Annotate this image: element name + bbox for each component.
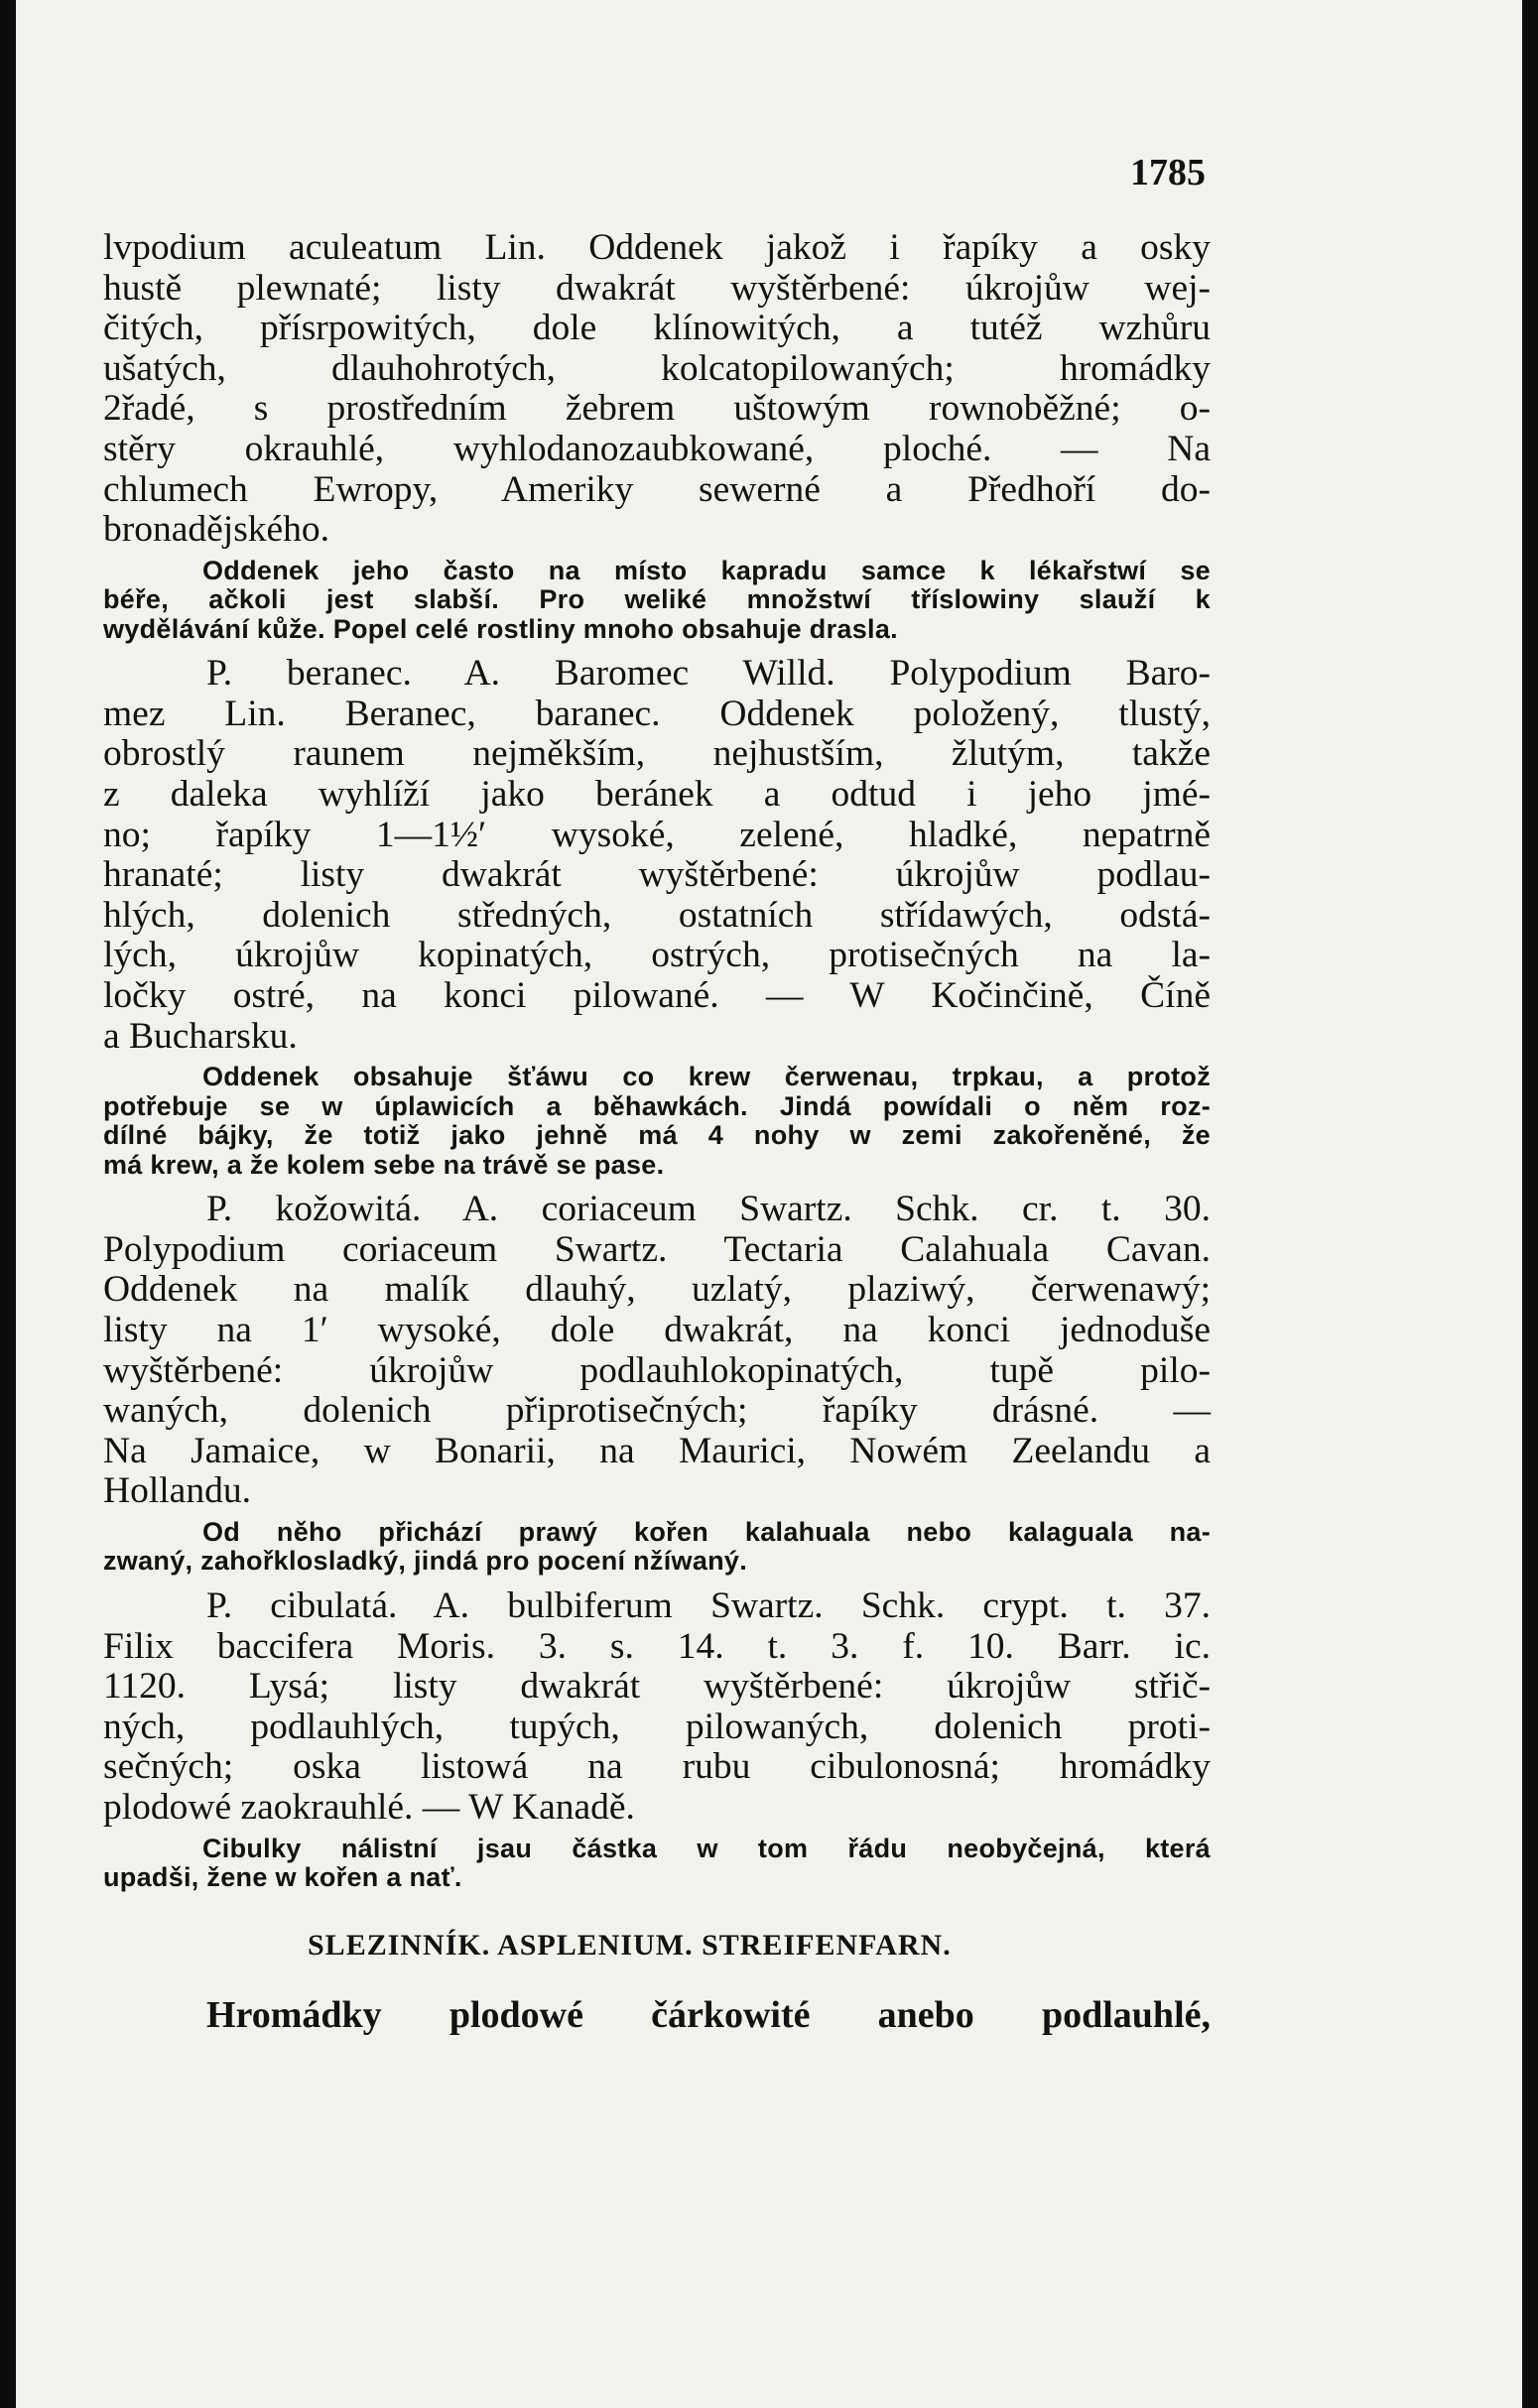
text-line: obrostlý raunem nejměkším, nejhustším, žlutým, takže — [103, 733, 1211, 775]
text-line: P. cibulatá. A. bulbiferum Swartz. Schk. crypt. t. 37. — [206, 1584, 1211, 1626]
text-line: listy na 1′ wysoké, dole dwakrát, na konci jednoduše — [103, 1309, 1211, 1350]
text-line: hustě plewnaté; listy dwakrát wyštěrbené: úkrojůw wej- — [103, 267, 1211, 309]
note-line: Od něho přichází prawý kořen kalahuala nebo kalaguala na- — [202, 1516, 1211, 1547]
text-line: ločky ostré, na konci pilowané. — W Kočinčině, Číně — [103, 975, 1211, 1016]
text-line: lvpodium aculeatum Lin. Oddenek jakož i řapíky a osky — [103, 227, 1211, 268]
text-line: Polypodium coriaceum Swartz. Tectaria Calahuala Cavan. — [103, 1228, 1211, 1270]
note-line: upadši, žene w kořen a nať. — [103, 1862, 462, 1892]
text-line: no; řapíky 1—1½′ wysoké, zelené, hladké, nepatrně — [103, 814, 1211, 855]
text-line: Oddenek na malík dlauhý, uzlatý, plaziwý, čerwenawý; — [103, 1269, 1211, 1311]
text-line: ušatých, dlauhohrotých, kolcatopilowaných; hromádky — [103, 347, 1211, 389]
note-beranec — [103, 1063, 1211, 1180]
paragraph-beranec — [103, 654, 1211, 1057]
page-body — [103, 228, 1211, 2036]
text-line: mez Lin. Beranec, baranec. Oddenek položený, tlustý, — [103, 693, 1211, 734]
note-cibulata — [103, 1835, 1211, 1893]
note-line: wydělávání kůže. Popel celé rostliny mnoho obsahuje drasla. — [103, 613, 898, 644]
note-kozowita — [103, 1518, 1211, 1577]
text-line: Na Jamaice, w Bonarii, na Maurici, Nowém Zeelandu a — [103, 1430, 1211, 1471]
text-line: Hromádky plodowé čárkowité anebo podlauhlé, — [206, 1993, 1211, 2036]
text-line: P. beranec. A. Baromec Willd. Polypodium Baro- — [206, 653, 1211, 695]
note-line: béře, ačkoli jest slabší. Pro weliké množstwí tříslowiny slauží k — [103, 584, 1211, 615]
paragraph-aculeatum — [103, 228, 1211, 551]
note-line: Cibulky nálistní jsau částka w tom řádu neobyčejná, která — [202, 1833, 1211, 1863]
text-line: hranaté; listy dwakrát wyštěrbené: úkrojůw podlau- — [103, 854, 1211, 896]
paragraph-kozowita — [103, 1190, 1211, 1512]
note-line: potřebuje se w úplawicích a běhawkách. Jindá powídali o něm roz- — [103, 1090, 1211, 1121]
text-line: lých, úkrojůw kopinatých, ostrých, protisečných na la- — [103, 935, 1211, 976]
text-line: stěry okrauhlé, wyhlodanozaubkowané, ploché. — Na — [103, 428, 1211, 469]
text-line: čitých, přísrpowitých, dole klínowitých, a tutéž wzhůru — [103, 308, 1211, 349]
text-line: 1120. Lysá; listy dwakrát wyštěrbené: úkrojůw střič- — [103, 1666, 1211, 1708]
text-line: Hollandu. — [103, 1470, 251, 1512]
note-line: Oddenek jeho často na místo kapradu samce k lékařstwí se — [202, 555, 1211, 585]
text-line: z daleka wyhlíží jako beránek a odtud i jeho jmé- — [103, 774, 1211, 816]
text-line: ných, podlauhlých, tupých, pilowaných, dolenich proti- — [103, 1706, 1211, 1747]
text-line: chlumech Ewropy, Ameriky sewerné a Předhoří do- — [103, 468, 1211, 510]
paragraph-cibulata — [103, 1586, 1211, 1829]
text-line: hlých, dolenich středných, ostatních střídawých, odstá- — [103, 894, 1211, 936]
text-line: a Bucharsku. — [103, 1015, 298, 1057]
text-line: Filix baccifera Moris. 3. s. 14. t. 3. f. 10. Barr. ic. — [103, 1625, 1211, 1667]
section-heading: SLEZINNÍK. ASPLENIUM. STREIFENFARN. — [308, 1928, 952, 1962]
note-line: zwaný, zahořklosladký, jindá pro pocení nžíwaný. — [103, 1546, 748, 1577]
text-line: plodowé zaokrauhlé. — W Kanadě. — [103, 1786, 635, 1828]
text-line: 2řadé, s prostředním žebrem uštowým rownoběžné; o- — [103, 388, 1211, 430]
text-line: bronadějského. — [103, 509, 330, 551]
text-line: waných, dolenich připrotisečných; řapíky drásné. — — [103, 1390, 1211, 1432]
text-line: wyštěrbené: úkrojůw podlauhlokopinatých, tupě pilo- — [103, 1349, 1211, 1391]
note-aculeatum — [103, 557, 1211, 645]
text-line: sečných; oska listowá na rubu cibulonosná; hromádky — [103, 1746, 1211, 1788]
text-line: P. kožowitá. A. coriaceum Swartz. Schk. cr. t. 30. — [206, 1189, 1211, 1230]
note-line: má krew, a že kolem sebe na trávě se pase. — [103, 1149, 665, 1180]
note-line: dílné bájky, že totiž jako jehně má 4 nohy w zemi zakořeněné, že — [103, 1120, 1211, 1151]
page-number: 1785 — [1130, 152, 1206, 193]
note-line: Oddenek obsahuje šťáwu co krew čerwenau, trpkau, a protož — [202, 1062, 1211, 1092]
